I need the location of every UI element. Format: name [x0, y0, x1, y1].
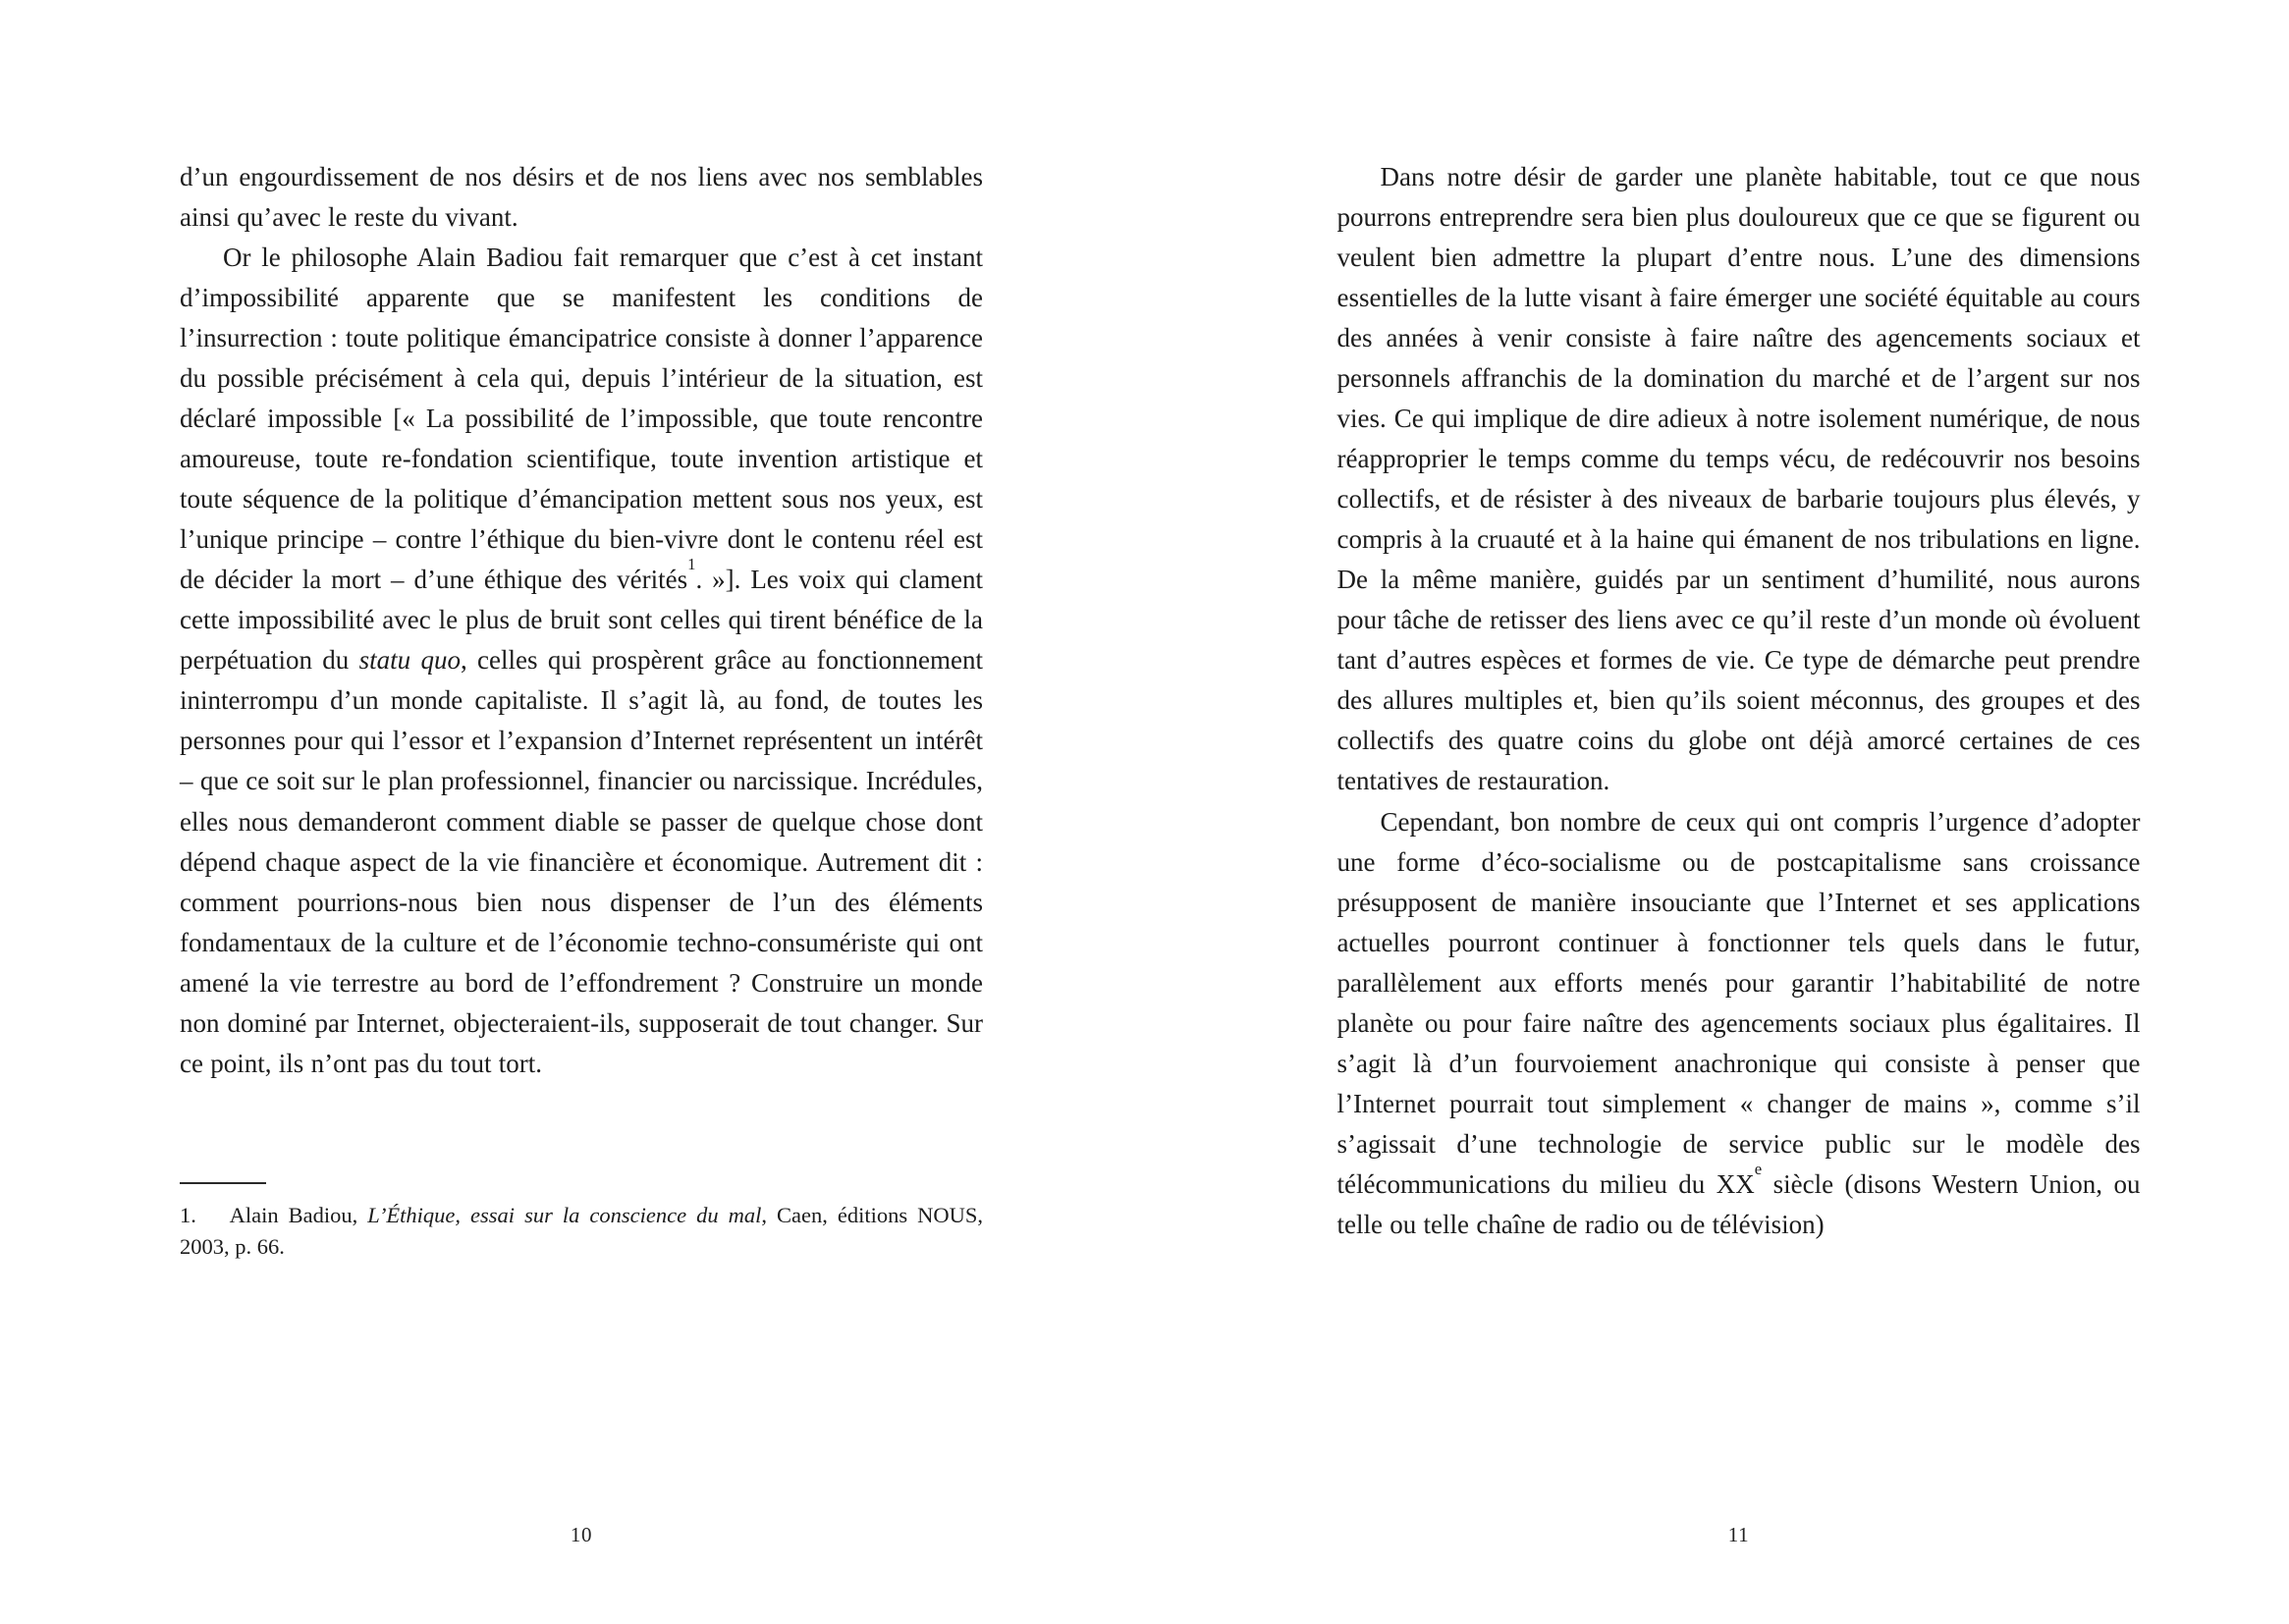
text-run: , Caen, éditions NOUS, 2003, p. 66. [180, 1202, 983, 1260]
paragraph [1337, 802, 2141, 1245]
text-run: Cependant, bon nombre de ceux qui ont compris l’urgence d’adopter une forme d’éco-socialisme ou de postcapitalisme sans croissance présupposent de manière insouciante que l’Internet et ses applications actuelles pourront continuer à fonctionner tels quels dans le futur, parallèlement aux efforts menés pour garantir l’habitabilité de notre planète ou pour faire naître des agencements sociaux plus égalitaires. Il s’agit là d’un fourvoiement anachronique qui consiste à penser que l’Internet pourrait tout simplement « changer de mains », comme s’il s’agissait d’une technologie de service public sur le modèle des télécommunications du milieu du XX [1336, 806, 2141, 1199]
text-run: Dans notre désir de garder une planète habitable, tout ce que nous pourrons entreprendre sera bien plus douloureux que ce que se figurent ou veulent bien admettre la plupart d’entre nous. L’une des dimensions essentielles de la lutte visant à faire émerger une société équitable au cours des années à venir consiste à faire naître des agencements sociaux et personnels affranchis de la domination du marché et de l’argent sur nos vies. Ce qui implique de dire adieux à notre isolement numérique, de nous réapproprier le temps comme du temps vécu, de redécouvrir nos besoins collectifs, et de résister à des niveaux de barbarie toujours plus élevés, y compris à la cruauté et à la haine qui émanent de nos tribulations en ligne. De la même manière, guidés par un sentiment d’humilité, nous aurons pour tâche de retisser des liens avec ce qu’il reste d’un monde où évoluent tant d’autres espèces et formes de vie. Ce type de démarche peut prendre des allures multiples et, bien qu’ils soient méconnus, des groupes et des collectifs des quatre coins du globe ont déjà amorcé certaines de ces tentatives de restauration. [1336, 162, 2141, 796]
superscript-reference: e [1754, 1159, 1763, 1178]
superscript-reference: 1 [687, 555, 696, 574]
text-run: . »]. Les voix qui clament cette impossibilité avec le plus de bruit sont celles qui tirent bénéfice de la perpétuation du [180, 565, 983, 676]
italic-text-run: statu quo [358, 645, 461, 676]
paragraph [180, 238, 983, 1084]
page-number-right: 11 [1727, 1523, 1750, 1546]
paragraph [1337, 157, 2141, 802]
footnote-text [180, 1200, 983, 1264]
text-run: 1. Alain Badiou, [180, 1202, 368, 1227]
page-right-text-block [1337, 157, 2141, 1245]
footnote-block [180, 1182, 983, 1264]
paragraph [180, 157, 983, 238]
text-run: , celles qui prospèrent grâce au fonctionnement ininterrompu d’un monde capitaliste. Il s’agit là, au fond, de toutes les personnes pour qui l’essor et l’expansion d’Internet représentent un intérêt – que ce soit sur le plan professionnel, financier ou narcissique. Incrédules, elles nous demanderont comment diable se passer de quelque chose dont dépend chaque aspect de la vie financière et économique. Autrement dit : comment pourrions-nous bien nous dispenser de l’un des éléments fondamentaux de la culture et de l’économie techno-consumériste qui ont amené la vie terrestre au bord de l’effondrement ? Construire un monde non dominé par Internet, objecteraient-ils, supposerait de tout changer. Sur ce point, ils n’ont pas du tout tort. [180, 645, 983, 1078]
text-run: d’un engourdissement de nos désirs et de nos liens avec nos semblables ainsi qu’avec le reste du vivant. [180, 162, 983, 233]
page-right [1145, 0, 2289, 1624]
footnote-rule [180, 1182, 266, 1184]
page-left-text-block [180, 157, 983, 1264]
text-run: siècle (disons Western Union, ou telle ou telle chaîne de radio ou de télévision) [1336, 1168, 2141, 1239]
page-left-paragraphs [180, 157, 983, 1084]
italic-text-run: L’Éthique, essai sur la conscience du mal [367, 1202, 762, 1227]
text-run: Or le philosophe Alain Badiou fait remarquer que c’est à cet instant d’impossibilité apparente que se manifestent les conditions de l’insurrection : toute politique émancipatrice consiste à donner l’apparence du possible précisément à cela qui, depuis l’intérieur de la situation, est déclaré impossible [« La possibilité de l’impossible, que toute rencontre amoureuse, toute re-fondation scientifique, toute invention artistique et toute séquence de la politique d’émancipation mettent sous nos yeux, est l’unique principe – contre l’éthique du bien-vivre dont le contenu réel est de décider la mort – d’une éthique des vérités [180, 243, 983, 595]
page-right-paragraphs [1337, 157, 2141, 1245]
page-number-left: 10 [570, 1523, 593, 1546]
